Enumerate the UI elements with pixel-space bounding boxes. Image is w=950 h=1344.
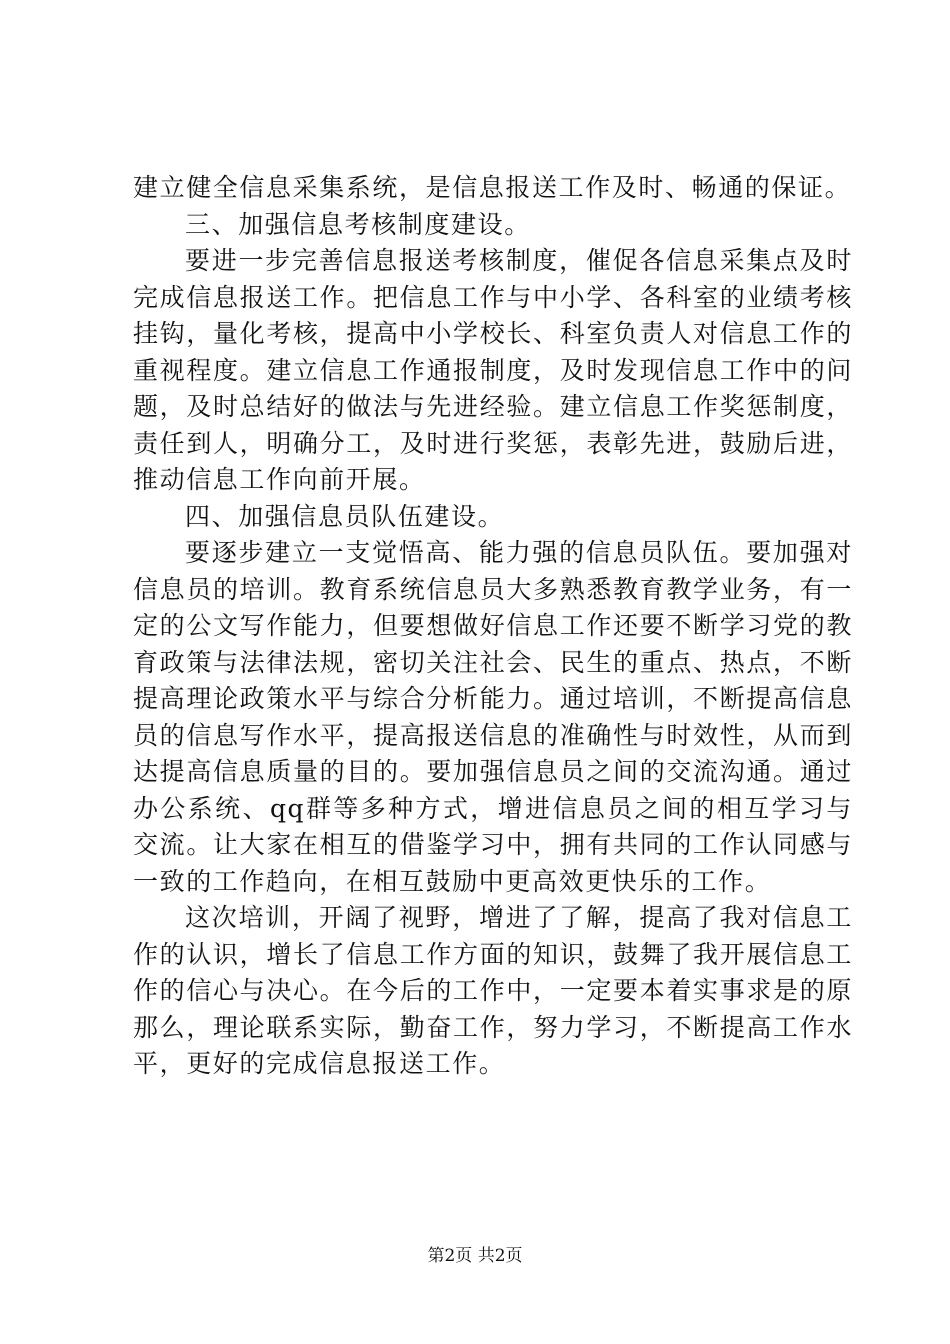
paragraph-3: 要进一步完善信息报送考核制度，催促各信息采集点及时完成信息报送工作。把信息工作与中小学、各科室的业绩考核挂钩，量化考核，提高中小学校长、科室负责人对信息工作的重视程度。建立信息工作通报制度，及时发现信息工作中的问题，及时总结好的做法与先进经验。建立信息工作奖惩制度，责任到人，明确分工，及时进行奖惩，表彰先进，鼓励后进，推动信息工作向前开展。: [133, 246, 853, 494]
paragraph-1: 建立健全信息采集系统，是信息报送工作及时、畅通的保证。: [133, 173, 852, 202]
document-body: [133, 170, 853, 1083]
paragraph-5: 要逐步建立一支觉悟高、能力强的信息员队伍。要加强对信息员的培训。教育系统信息员大多熟悉教育教学业务，有一定的公文写作能力，但要想做好信息工作还要不断学习党的教育政策与法律法规，密切关注社会、民生的重点、热点，不断提高理论政策水平与综合分析能力。通过培训，不断提高信息员的信息写作水平，提高报送信息的准确性与时效性，从而到达提高信息质量的目的。要加强信息员之间的交流沟通。通过办公系统、qq群等多种方式，增进信息员之间的相互学习与交流。让大家在相互的借鉴学习中，拥有共同的工作认同感与一致的工作趋向，在相互鼓励中更高效更快乐的工作。: [133, 538, 853, 896]
section-heading-3: 三、加强信息考核制度建设。: [185, 209, 531, 239]
paragraph-6: 这次培训，开阔了视野，增进了了解，提高了我对信息工作的认识，增长了信息工作方面的知识，鼓舞了我开展信息工作的信心与决心。在今后的工作中，一定要本着实事求是的原那么，理论联系实际，勤奋工作，努力学习，不断提高工作水平，更好的完成信息报送工作。: [133, 903, 853, 1078]
section-heading-4: 四、加强信息员队伍建设。: [185, 501, 505, 531]
page-number-footer: 第2页 共2页: [427, 1246, 523, 1266]
